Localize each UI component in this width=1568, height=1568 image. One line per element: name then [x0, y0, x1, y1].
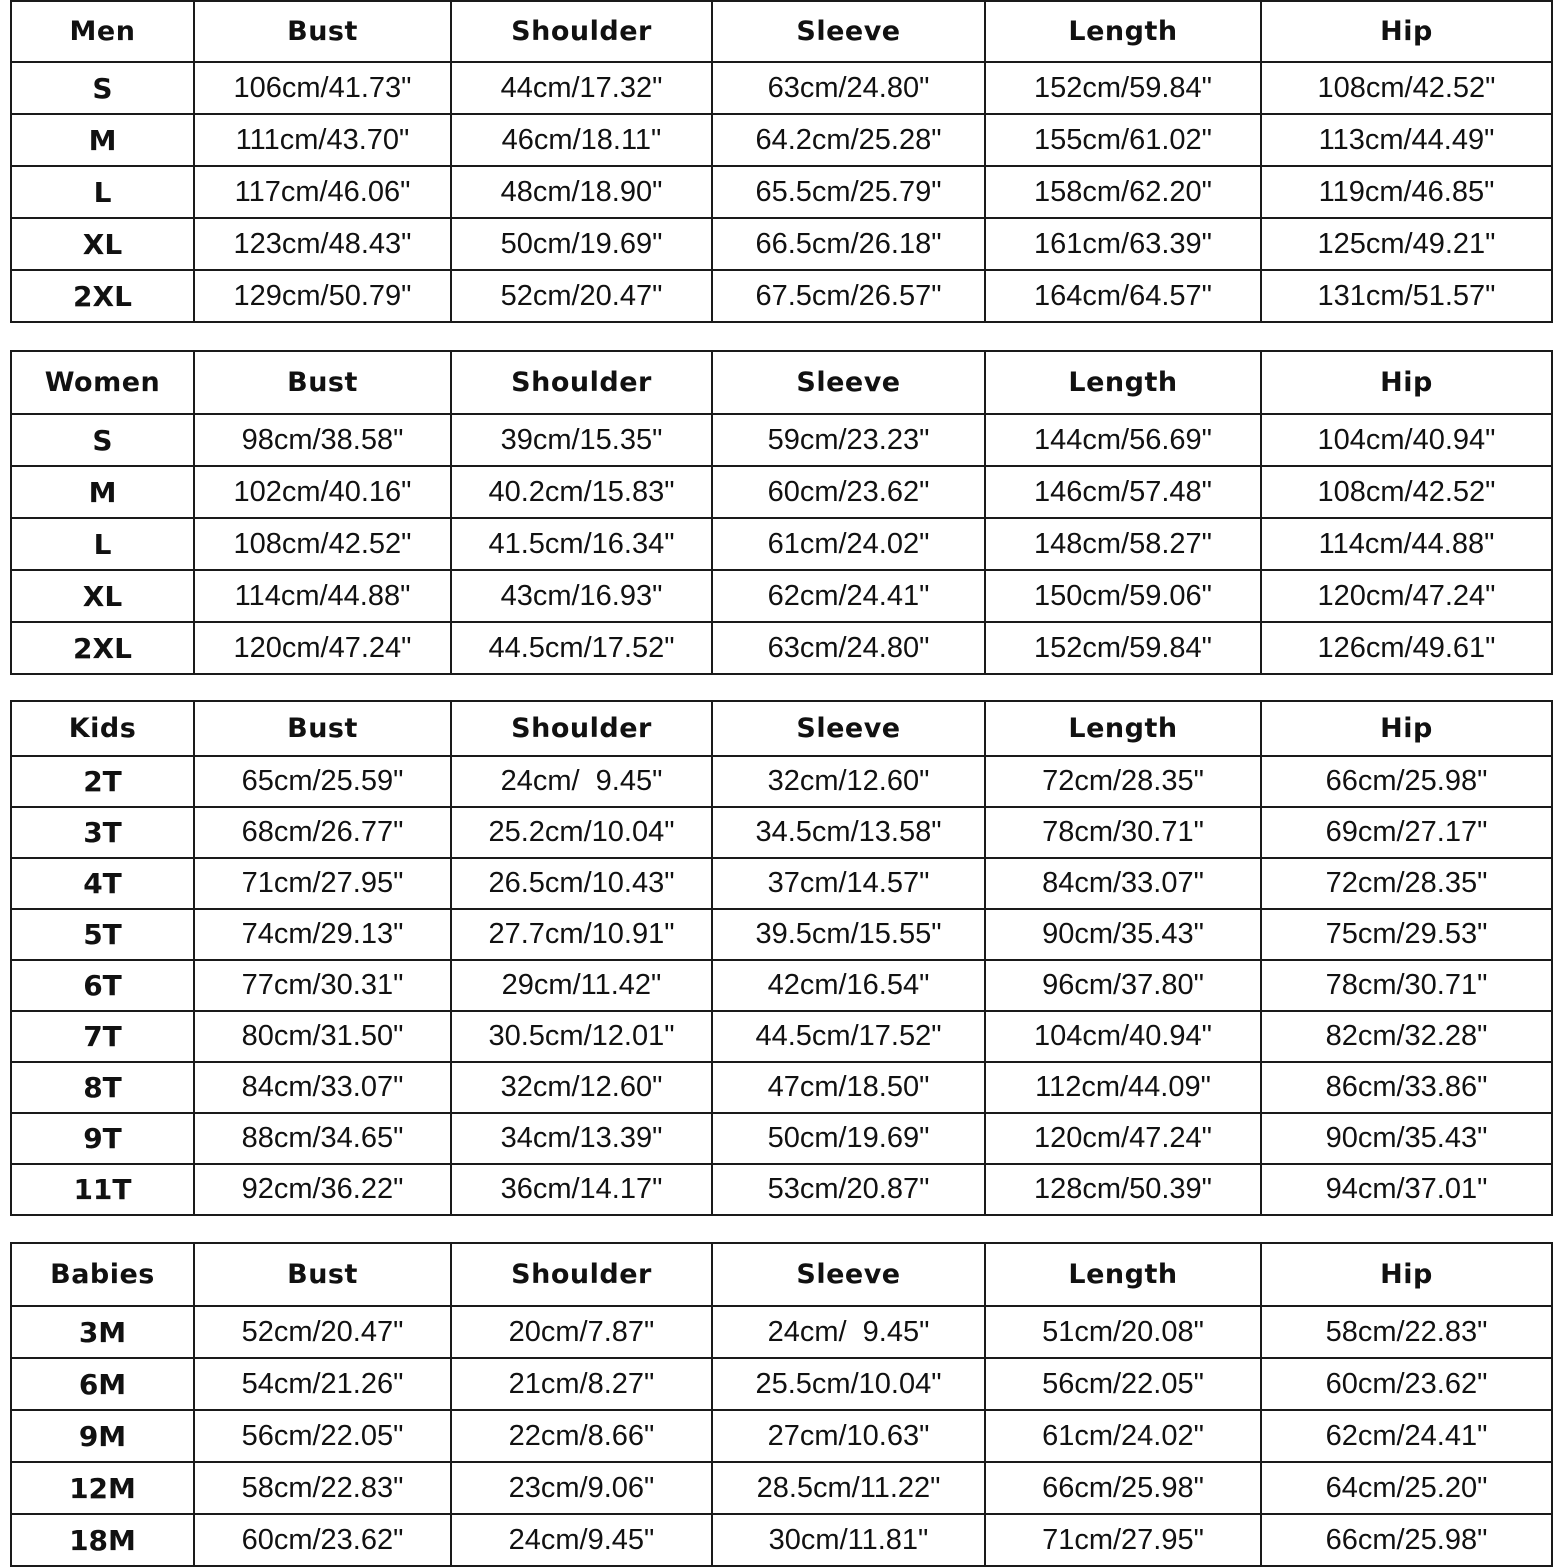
measurement-bust: 60cm/23.62"	[194, 1514, 451, 1566]
measurement-length: 152cm/59.84"	[985, 62, 1261, 114]
measurement-sleeve: 50cm/19.69"	[712, 1113, 985, 1164]
column-header-size: Men	[11, 1, 194, 62]
size-label: XL	[11, 218, 194, 270]
table-row	[11, 622, 1552, 674]
measurement-length: 161cm/63.39"	[985, 218, 1261, 270]
measurement-shoulder: 25.2cm/10.04"	[451, 807, 712, 858]
column-header-shoulder: Shoulder	[451, 1, 712, 62]
measurement-bust: 56cm/22.05"	[194, 1410, 451, 1462]
measurement-bust: 102cm/40.16"	[194, 466, 451, 518]
measurement-shoulder: 23cm/9.06"	[451, 1462, 712, 1514]
table-row	[11, 1062, 1552, 1113]
table-row	[11, 1358, 1552, 1410]
column-header-sleeve: Sleeve	[712, 701, 985, 756]
measurement-bust: 123cm/48.43"	[194, 218, 451, 270]
column-header-bust: Bust	[194, 351, 451, 414]
measurement-sleeve: 37cm/14.57"	[712, 858, 985, 909]
measurement-hip: 131cm/51.57"	[1261, 270, 1552, 322]
measurement-length: 71cm/27.95"	[985, 1514, 1261, 1566]
table-row	[11, 570, 1552, 622]
measurement-length: 72cm/28.35"	[985, 756, 1261, 807]
size-label: XL	[11, 570, 194, 622]
table-row	[11, 414, 1552, 466]
measurement-bust: 106cm/41.73"	[194, 62, 451, 114]
measurement-shoulder: 30.5cm/12.01"	[451, 1011, 712, 1062]
measurement-sleeve: 60cm/23.62"	[712, 466, 985, 518]
table-row	[11, 1011, 1552, 1062]
column-header-shoulder: Shoulder	[451, 1243, 712, 1306]
measurement-hip: 66cm/25.98"	[1261, 756, 1552, 807]
measurement-length: 158cm/62.20"	[985, 166, 1261, 218]
measurement-bust: 84cm/33.07"	[194, 1062, 451, 1113]
size-label: M	[11, 466, 194, 518]
measurement-sleeve: 30cm/11.81"	[712, 1514, 985, 1566]
measurement-sleeve: 64.2cm/25.28"	[712, 114, 985, 166]
size-label: 18M	[11, 1514, 194, 1566]
men-size-table	[10, 0, 1553, 323]
size-label: L	[11, 518, 194, 570]
header-row	[11, 1243, 1552, 1306]
measurement-hip: 126cm/49.61"	[1261, 622, 1552, 674]
size-label: 4T	[11, 858, 194, 909]
measurement-sleeve: 27cm/10.63"	[712, 1410, 985, 1462]
measurement-length: 150cm/59.06"	[985, 570, 1261, 622]
measurement-shoulder: 48cm/18.90"	[451, 166, 712, 218]
table-row	[11, 858, 1552, 909]
measurement-sleeve: 63cm/24.80"	[712, 622, 985, 674]
column-header-size: Women	[11, 351, 194, 414]
measurement-bust: 58cm/22.83"	[194, 1462, 451, 1514]
column-header-hip: Hip	[1261, 351, 1552, 414]
measurement-sleeve: 67.5cm/26.57"	[712, 270, 985, 322]
table-row	[11, 1462, 1552, 1514]
measurement-sleeve: 25.5cm/10.04"	[712, 1358, 985, 1410]
header-row	[11, 1, 1552, 62]
measurement-hip: 69cm/27.17"	[1261, 807, 1552, 858]
measurement-hip: 94cm/37.01"	[1261, 1164, 1552, 1215]
measurement-sleeve: 62cm/24.41"	[712, 570, 985, 622]
column-header-size: Babies	[11, 1243, 194, 1306]
measurement-bust: 117cm/46.06"	[194, 166, 451, 218]
size-label: L	[11, 166, 194, 218]
measurement-sleeve: 42cm/16.54"	[712, 960, 985, 1011]
measurement-hip: 120cm/47.24"	[1261, 570, 1552, 622]
column-header-bust: Bust	[194, 701, 451, 756]
measurement-shoulder: 24cm/ 9.45"	[451, 756, 712, 807]
measurement-sleeve: 63cm/24.80"	[712, 62, 985, 114]
measurement-shoulder: 50cm/19.69"	[451, 218, 712, 270]
kids-size-table	[10, 700, 1553, 1216]
measurement-hip: 64cm/25.20"	[1261, 1462, 1552, 1514]
measurement-length: 56cm/22.05"	[985, 1358, 1261, 1410]
size-label: M	[11, 114, 194, 166]
measurement-shoulder: 21cm/8.27"	[451, 1358, 712, 1410]
measurement-bust: 68cm/26.77"	[194, 807, 451, 858]
measurement-length: 96cm/37.80"	[985, 960, 1261, 1011]
measurement-bust: 114cm/44.88"	[194, 570, 451, 622]
measurement-shoulder: 44.5cm/17.52"	[451, 622, 712, 674]
measurement-bust: 74cm/29.13"	[194, 909, 451, 960]
column-header-length: Length	[985, 701, 1261, 756]
measurement-length: 155cm/61.02"	[985, 114, 1261, 166]
measurement-hip: 113cm/44.49"	[1261, 114, 1552, 166]
measurement-length: 120cm/47.24"	[985, 1113, 1261, 1164]
size-label: 9M	[11, 1410, 194, 1462]
size-label: 8T	[11, 1062, 194, 1113]
size-label: S	[11, 414, 194, 466]
table-row	[11, 807, 1552, 858]
measurement-shoulder: 36cm/14.17"	[451, 1164, 712, 1215]
size-label: 11T	[11, 1164, 194, 1215]
size-label: 5T	[11, 909, 194, 960]
measurement-shoulder: 43cm/16.93"	[451, 570, 712, 622]
measurement-sleeve: 44.5cm/17.52"	[712, 1011, 985, 1062]
measurement-bust: 88cm/34.65"	[194, 1113, 451, 1164]
measurement-bust: 111cm/43.70"	[194, 114, 451, 166]
column-header-shoulder: Shoulder	[451, 701, 712, 756]
measurement-hip: 86cm/33.86"	[1261, 1062, 1552, 1113]
measurement-shoulder: 22cm/8.66"	[451, 1410, 712, 1462]
measurement-sleeve: 65.5cm/25.79"	[712, 166, 985, 218]
header-row	[11, 351, 1552, 414]
women-size-table	[10, 350, 1553, 675]
size-label: 2XL	[11, 270, 194, 322]
measurement-length: 66cm/25.98"	[985, 1462, 1261, 1514]
size-label: 12M	[11, 1462, 194, 1514]
column-header-length: Length	[985, 1, 1261, 62]
measurement-length: 61cm/24.02"	[985, 1410, 1261, 1462]
measurement-length: 146cm/57.48"	[985, 466, 1261, 518]
measurement-length: 148cm/58.27"	[985, 518, 1261, 570]
table-row	[11, 466, 1552, 518]
measurement-shoulder: 52cm/20.47"	[451, 270, 712, 322]
size-label: 6M	[11, 1358, 194, 1410]
measurement-bust: 92cm/36.22"	[194, 1164, 451, 1215]
table-row	[11, 756, 1552, 807]
column-header-hip: Hip	[1261, 1, 1552, 62]
column-header-length: Length	[985, 351, 1261, 414]
column-header-bust: Bust	[194, 1243, 451, 1306]
measurement-length: 112cm/44.09"	[985, 1062, 1261, 1113]
table-row	[11, 518, 1552, 570]
size-label: S	[11, 62, 194, 114]
measurement-hip: 66cm/25.98"	[1261, 1514, 1552, 1566]
table-row	[11, 62, 1552, 114]
column-header-shoulder: Shoulder	[451, 351, 712, 414]
column-header-hip: Hip	[1261, 1243, 1552, 1306]
measurement-bust: 65cm/25.59"	[194, 756, 451, 807]
table-row	[11, 114, 1552, 166]
column-header-sleeve: Sleeve	[712, 1243, 985, 1306]
size-label: 7T	[11, 1011, 194, 1062]
column-header-sleeve: Sleeve	[712, 351, 985, 414]
size-label: 9T	[11, 1113, 194, 1164]
measurement-length: 104cm/40.94"	[985, 1011, 1261, 1062]
table-row	[11, 1306, 1552, 1358]
measurement-sleeve: 39.5cm/15.55"	[712, 909, 985, 960]
size-label: 2XL	[11, 622, 194, 674]
measurement-sleeve: 32cm/12.60"	[712, 756, 985, 807]
measurement-bust: 77cm/30.31"	[194, 960, 451, 1011]
measurement-shoulder: 26.5cm/10.43"	[451, 858, 712, 909]
measurement-shoulder: 46cm/18.11"	[451, 114, 712, 166]
measurement-hip: 104cm/40.94"	[1261, 414, 1552, 466]
measurement-length: 128cm/50.39"	[985, 1164, 1261, 1215]
measurement-hip: 119cm/46.85"	[1261, 166, 1552, 218]
table-row	[11, 909, 1552, 960]
measurement-shoulder: 44cm/17.32"	[451, 62, 712, 114]
measurement-sleeve: 61cm/24.02"	[712, 518, 985, 570]
header-row	[11, 701, 1552, 756]
measurement-bust: 98cm/38.58"	[194, 414, 451, 466]
measurement-bust: 129cm/50.79"	[194, 270, 451, 322]
measurement-sleeve: 47cm/18.50"	[712, 1062, 985, 1113]
measurement-bust: 80cm/31.50"	[194, 1011, 451, 1062]
measurement-shoulder: 20cm/7.87"	[451, 1306, 712, 1358]
measurement-bust: 52cm/20.47"	[194, 1306, 451, 1358]
measurement-shoulder: 40.2cm/15.83"	[451, 466, 712, 518]
size-label: 3T	[11, 807, 194, 858]
table-row	[11, 1514, 1552, 1566]
measurement-length: 78cm/30.71"	[985, 807, 1261, 858]
measurement-hip: 90cm/35.43"	[1261, 1113, 1552, 1164]
measurement-sleeve: 59cm/23.23"	[712, 414, 985, 466]
measurement-hip: 125cm/49.21"	[1261, 218, 1552, 270]
measurement-hip: 60cm/23.62"	[1261, 1358, 1552, 1410]
measurement-hip: 75cm/29.53"	[1261, 909, 1552, 960]
measurement-bust: 54cm/21.26"	[194, 1358, 451, 1410]
measurement-hip: 72cm/28.35"	[1261, 858, 1552, 909]
measurement-shoulder: 27.7cm/10.91"	[451, 909, 712, 960]
measurement-sleeve: 53cm/20.87"	[712, 1164, 985, 1215]
measurement-length: 164cm/64.57"	[985, 270, 1261, 322]
table-row	[11, 270, 1552, 322]
measurement-bust: 71cm/27.95"	[194, 858, 451, 909]
measurement-length: 84cm/33.07"	[985, 858, 1261, 909]
measurement-shoulder: 29cm/11.42"	[451, 960, 712, 1011]
measurement-shoulder: 39cm/15.35"	[451, 414, 712, 466]
measurement-hip: 62cm/24.41"	[1261, 1410, 1552, 1462]
measurement-hip: 108cm/42.52"	[1261, 62, 1552, 114]
table-row	[11, 1410, 1552, 1462]
table-row	[11, 960, 1552, 1011]
measurement-bust: 120cm/47.24"	[194, 622, 451, 674]
table-row	[11, 166, 1552, 218]
table-row	[11, 1164, 1552, 1215]
size-label: 6T	[11, 960, 194, 1011]
measurement-hip: 82cm/32.28"	[1261, 1011, 1552, 1062]
measurement-shoulder: 41.5cm/16.34"	[451, 518, 712, 570]
measurement-length: 90cm/35.43"	[985, 909, 1261, 960]
measurement-hip: 78cm/30.71"	[1261, 960, 1552, 1011]
measurement-sleeve: 24cm/ 9.45"	[712, 1306, 985, 1358]
column-header-sleeve: Sleeve	[712, 1, 985, 62]
measurement-shoulder: 34cm/13.39"	[451, 1113, 712, 1164]
measurement-hip: 58cm/22.83"	[1261, 1306, 1552, 1358]
measurement-sleeve: 66.5cm/26.18"	[712, 218, 985, 270]
measurement-shoulder: 32cm/12.60"	[451, 1062, 712, 1113]
table-row	[11, 218, 1552, 270]
size-label: 2T	[11, 756, 194, 807]
column-header-size: Kids	[11, 701, 194, 756]
measurement-bust: 108cm/42.52"	[194, 518, 451, 570]
measurement-length: 144cm/56.69"	[985, 414, 1261, 466]
measurement-length: 51cm/20.08"	[985, 1306, 1261, 1358]
column-header-bust: Bust	[194, 1, 451, 62]
measurement-length: 152cm/59.84"	[985, 622, 1261, 674]
babies-size-table	[10, 1242, 1553, 1567]
table-row	[11, 1113, 1552, 1164]
measurement-shoulder: 24cm/9.45"	[451, 1514, 712, 1566]
column-header-length: Length	[985, 1243, 1261, 1306]
measurement-sleeve: 34.5cm/13.58"	[712, 807, 985, 858]
measurement-sleeve: 28.5cm/11.22"	[712, 1462, 985, 1514]
measurement-hip: 108cm/42.52"	[1261, 466, 1552, 518]
measurement-hip: 114cm/44.88"	[1261, 518, 1552, 570]
column-header-hip: Hip	[1261, 701, 1552, 756]
size-label: 3M	[11, 1306, 194, 1358]
